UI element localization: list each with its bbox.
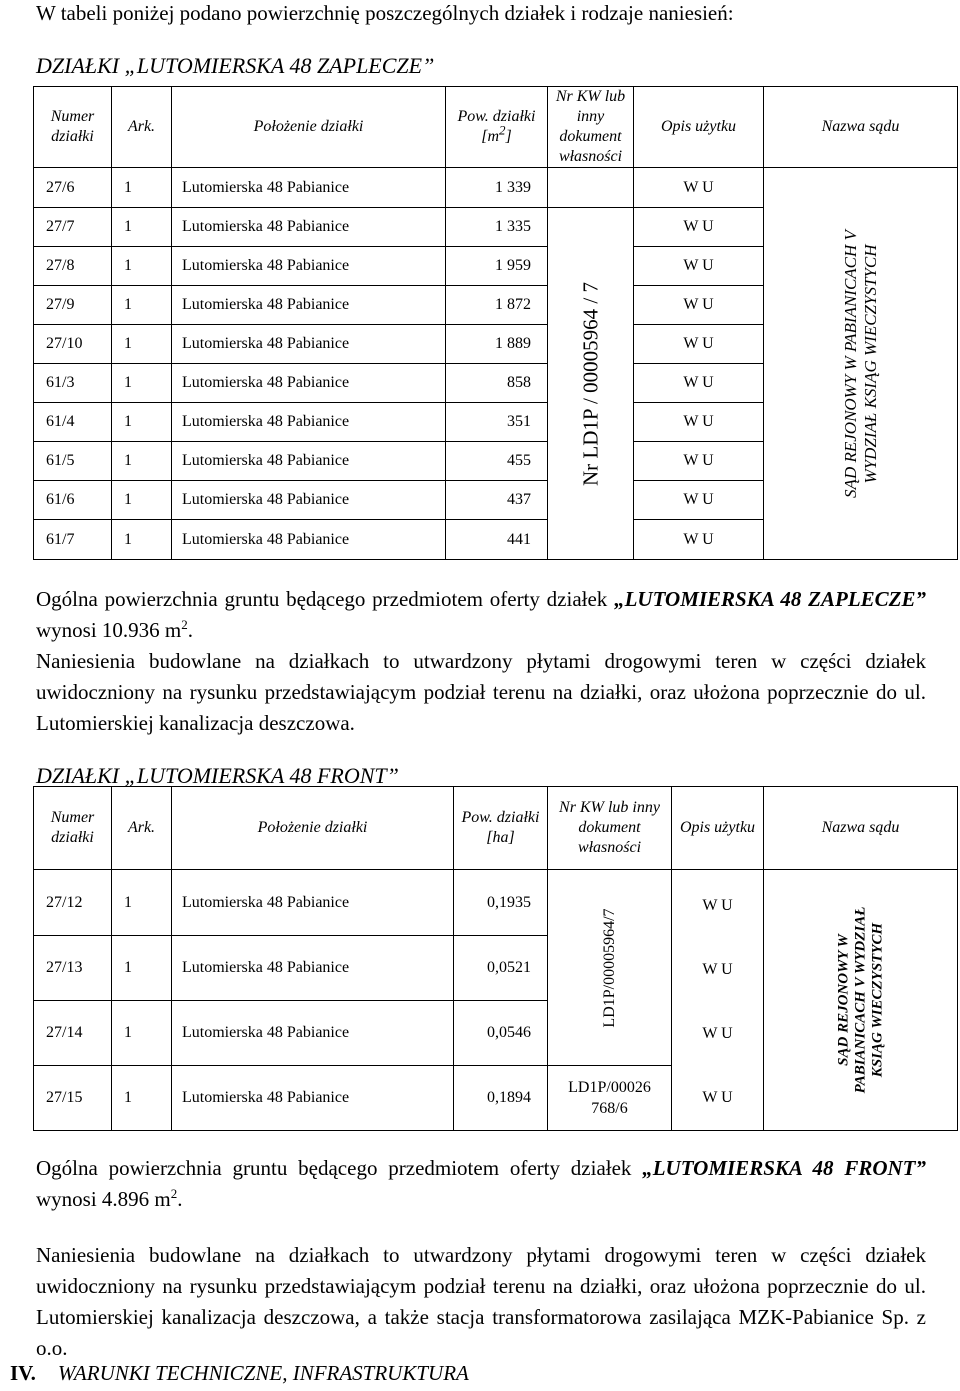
- header-pow: Pow. działki [ha]: [454, 787, 548, 870]
- opis-item: W U: [702, 1025, 733, 1042]
- section2-heading: DZIAŁKI „LUTOMIERSKA 48 FRONT”: [36, 763, 399, 788]
- header-pow-sup: 2: [499, 122, 506, 138]
- sad-line-1: SĄD REJONOWY W PABIANICACH V: [840, 229, 860, 498]
- cell-opis: W U: [634, 168, 764, 208]
- header-opis: Opis użytku: [672, 787, 764, 870]
- summary-sup: 2: [181, 617, 188, 632]
- cell-ark: 1: [112, 286, 172, 325]
- cell-numer: 27/15: [34, 1066, 112, 1131]
- cell-pow: 455: [446, 442, 548, 481]
- table-zaplecze: [33, 86, 958, 560]
- sad-line-1: SĄD REJONOWY W: [835, 934, 851, 1066]
- cell-ark: 1: [112, 364, 172, 403]
- cell-ark: 1: [112, 1001, 172, 1066]
- table-header-row: [34, 87, 958, 168]
- cell-ark: 1: [112, 168, 172, 208]
- cell-opis: W U: [634, 520, 764, 560]
- cell-opis: W U: [634, 403, 764, 442]
- cell-numer: 27/14: [34, 1001, 112, 1066]
- cell-polozenie: Lutomierska 48 Pabianice: [172, 1001, 454, 1066]
- cell-polozenie: Lutomierska 48 Pabianice: [172, 1066, 454, 1131]
- cell-numer: 61/7: [34, 520, 112, 560]
- cell-kw: [548, 208, 634, 560]
- cell-ark: 1: [112, 208, 172, 247]
- table-header-row: [34, 787, 958, 870]
- cell-numer: 61/6: [34, 481, 112, 520]
- cell-sad: [764, 870, 958, 1131]
- cell-pow: 1 959: [446, 247, 548, 286]
- cell-polozenie: Lutomierska 48 Pabianice: [172, 520, 446, 560]
- cell-pow: 0,0521: [454, 936, 548, 1001]
- cell-sad: [764, 168, 958, 560]
- header-sad: Nazwa sądu: [764, 87, 958, 168]
- header-ark: Ark.: [112, 787, 172, 870]
- sad-line-2: WYDZIAŁ KSIĄG WIECZYSTYCH: [860, 244, 880, 483]
- opis-item: W U: [702, 961, 733, 978]
- cell-polozenie: Lutomierska 48 Pabianice: [172, 442, 446, 481]
- cell-pow: 0,1935: [454, 870, 548, 936]
- cell-polozenie: Lutomierska 48 Pabianice: [172, 208, 446, 247]
- header-kw: Nr KW lub inny dokument własności: [548, 87, 634, 168]
- cell-pow: 437: [446, 481, 548, 520]
- summary-sup: 2: [170, 1186, 178, 1201]
- summary-zaplecze: [36, 584, 926, 646]
- header-pow: [446, 87, 548, 168]
- summary-text: Ogólna powierzchnia gruntu będącego przedmiotem oferty działek: [36, 1156, 643, 1180]
- section-number: IV.: [10, 1361, 36, 1385]
- cell-opis: W U: [634, 325, 764, 364]
- intro-text: W tabeli poniżej podano powierzchnię poszczególnych działek i rodzaje naniesień:: [36, 1, 734, 25]
- cell-numer: 27/7: [34, 208, 112, 247]
- kw-vertical-text: Nr LD1P / 00005964 / 7: [578, 281, 602, 486]
- cell-numer: 27/13: [34, 936, 112, 1001]
- cell-ark: 1: [112, 870, 172, 936]
- header-polozenie: Położenie działki: [172, 87, 446, 168]
- cell-polozenie: Lutomierska 48 Pabianice: [172, 936, 454, 1001]
- section-iv-heading: [10, 1358, 930, 1389]
- cell-numer: 27/6: [34, 168, 112, 208]
- table-row: [34, 168, 958, 208]
- cell-pow: 441: [446, 520, 548, 560]
- cell-polozenie: Lutomierska 48 Pabianice: [172, 247, 446, 286]
- header-pow-text: Pow. działki [m: [457, 108, 536, 145]
- cell-opis: W U: [634, 208, 764, 247]
- section1-heading: DZIAŁKI „LUTOMIERSKA 48 ZAPLECZE”: [36, 53, 435, 78]
- cell-ark: 1: [112, 403, 172, 442]
- summary-front: [36, 1153, 926, 1215]
- summary-end: .: [187, 618, 194, 642]
- cell-opis: [672, 870, 764, 1131]
- cell-numer: 61/3: [34, 364, 112, 403]
- header-numer: Numer działki: [34, 787, 112, 870]
- cell-polozenie: Lutomierska 48 Pabianice: [172, 870, 454, 936]
- opis-item: W U: [702, 1089, 733, 1106]
- cell-opis: W U: [634, 286, 764, 325]
- kw-vertical-text: LD1P/00005964/7: [600, 907, 618, 1028]
- cell-pow: 1 339: [446, 168, 548, 208]
- sad-line-3: KSIĄG WIECZYSTYCH: [869, 922, 885, 1078]
- cell-polozenie: Lutomierska 48 Pabianice: [172, 481, 446, 520]
- cell-pow: 351: [446, 403, 548, 442]
- section-title: WARUNKI TECHNICZNE, INFRASTRUKTURA: [57, 1361, 469, 1385]
- summary-end: .: [177, 1187, 183, 1211]
- header-ark: Ark.: [112, 87, 172, 168]
- summary-area: wynosi 4.896 m: [36, 1187, 171, 1211]
- summary-name: „LUTOMIERSKA 48 ZAPLECZE”: [614, 587, 926, 611]
- sad-line-2: PABIANICACH V WYDZIAŁ: [852, 906, 868, 1094]
- header-sad: Nazwa sądu: [764, 787, 958, 870]
- cell-numer: 27/10: [34, 325, 112, 364]
- cell-pow: 1 889: [446, 325, 548, 364]
- cell-kw-last: LD1P/00026 768/6: [548, 1066, 672, 1131]
- cell-opis: W U: [634, 481, 764, 520]
- header-numer: Numer działki: [34, 87, 112, 168]
- cell-numer: 27/9: [34, 286, 112, 325]
- naniesienia-zaplecze: Naniesienia budowlane na działkach to utwardzony płytami drogowymi teren w części działek uwidoczniony na rysunku przedstawiającym podział terenu na działki, oraz ułożona poprzecznie do ul. Lutomierskiej kanalizacja deszczowa.: [36, 649, 926, 735]
- sad-vertical-text: [835, 907, 886, 1094]
- cell-ark: 1: [112, 520, 172, 560]
- cell-numer: 61/4: [34, 403, 112, 442]
- cell-pow: 1 335: [446, 208, 548, 247]
- summary-text: Ogólna powierzchnia gruntu będącego przedmiotem oferty działek: [36, 587, 615, 611]
- table-row: [34, 870, 958, 936]
- cell-ark: 1: [112, 1066, 172, 1131]
- cell-ark: 1: [112, 442, 172, 481]
- table-front: [33, 786, 958, 1131]
- summary-name: „LUTOMIERSKA 48 FRONT”: [642, 1156, 927, 1180]
- cell-polozenie: Lutomierska 48 Pabianice: [172, 364, 446, 403]
- cell-kw: [548, 870, 672, 1066]
- cell-kw-empty: [548, 168, 634, 208]
- cell-polozenie: Lutomierska 48 Pabianice: [172, 168, 446, 208]
- naniesienia-front: Naniesienia budowlane na działkach to utwardzony płytami drogowymi teren w części działek uwidoczniony na rysunku przedstawiającym podział terenu na działki, oraz ułożona poprzecznie do ul. Lutomierskiej kanalizacja deszczowa, a także stacja transformatorowa zasilająca MZK-Pabianice Sp. z o.o.: [36, 1243, 926, 1360]
- cell-opis: W U: [634, 364, 764, 403]
- cell-ark: 1: [112, 325, 172, 364]
- cell-numer: 27/8: [34, 247, 112, 286]
- sad-vertical-text: [841, 230, 881, 498]
- cell-ark: 1: [112, 247, 172, 286]
- header-kw: Nr KW lub inny dokument własności: [548, 787, 672, 870]
- cell-opis: W U: [634, 247, 764, 286]
- summary-area: wynosi 10.936 m: [36, 618, 182, 642]
- cell-polozenie: Lutomierska 48 Pabianice: [172, 325, 446, 364]
- cell-numer: 27/12: [34, 870, 112, 936]
- cell-ark: 1: [112, 936, 172, 1001]
- header-opis: Opis użytku: [634, 87, 764, 168]
- cell-pow: 0,0546: [454, 1001, 548, 1066]
- header-polozenie: Położenie działki: [172, 787, 454, 870]
- cell-ark: 1: [112, 481, 172, 520]
- cell-opis: W U: [634, 442, 764, 481]
- cell-numer: 61/5: [34, 442, 112, 481]
- cell-pow: 0,1894: [454, 1066, 548, 1131]
- cell-pow: 1 872: [446, 286, 548, 325]
- cell-polozenie: Lutomierska 48 Pabianice: [172, 403, 446, 442]
- header-pow-end: ]: [505, 128, 512, 145]
- cell-pow: 858: [446, 364, 548, 403]
- opis-item: W U: [702, 897, 733, 914]
- cell-polozenie: Lutomierska 48 Pabianice: [172, 286, 446, 325]
